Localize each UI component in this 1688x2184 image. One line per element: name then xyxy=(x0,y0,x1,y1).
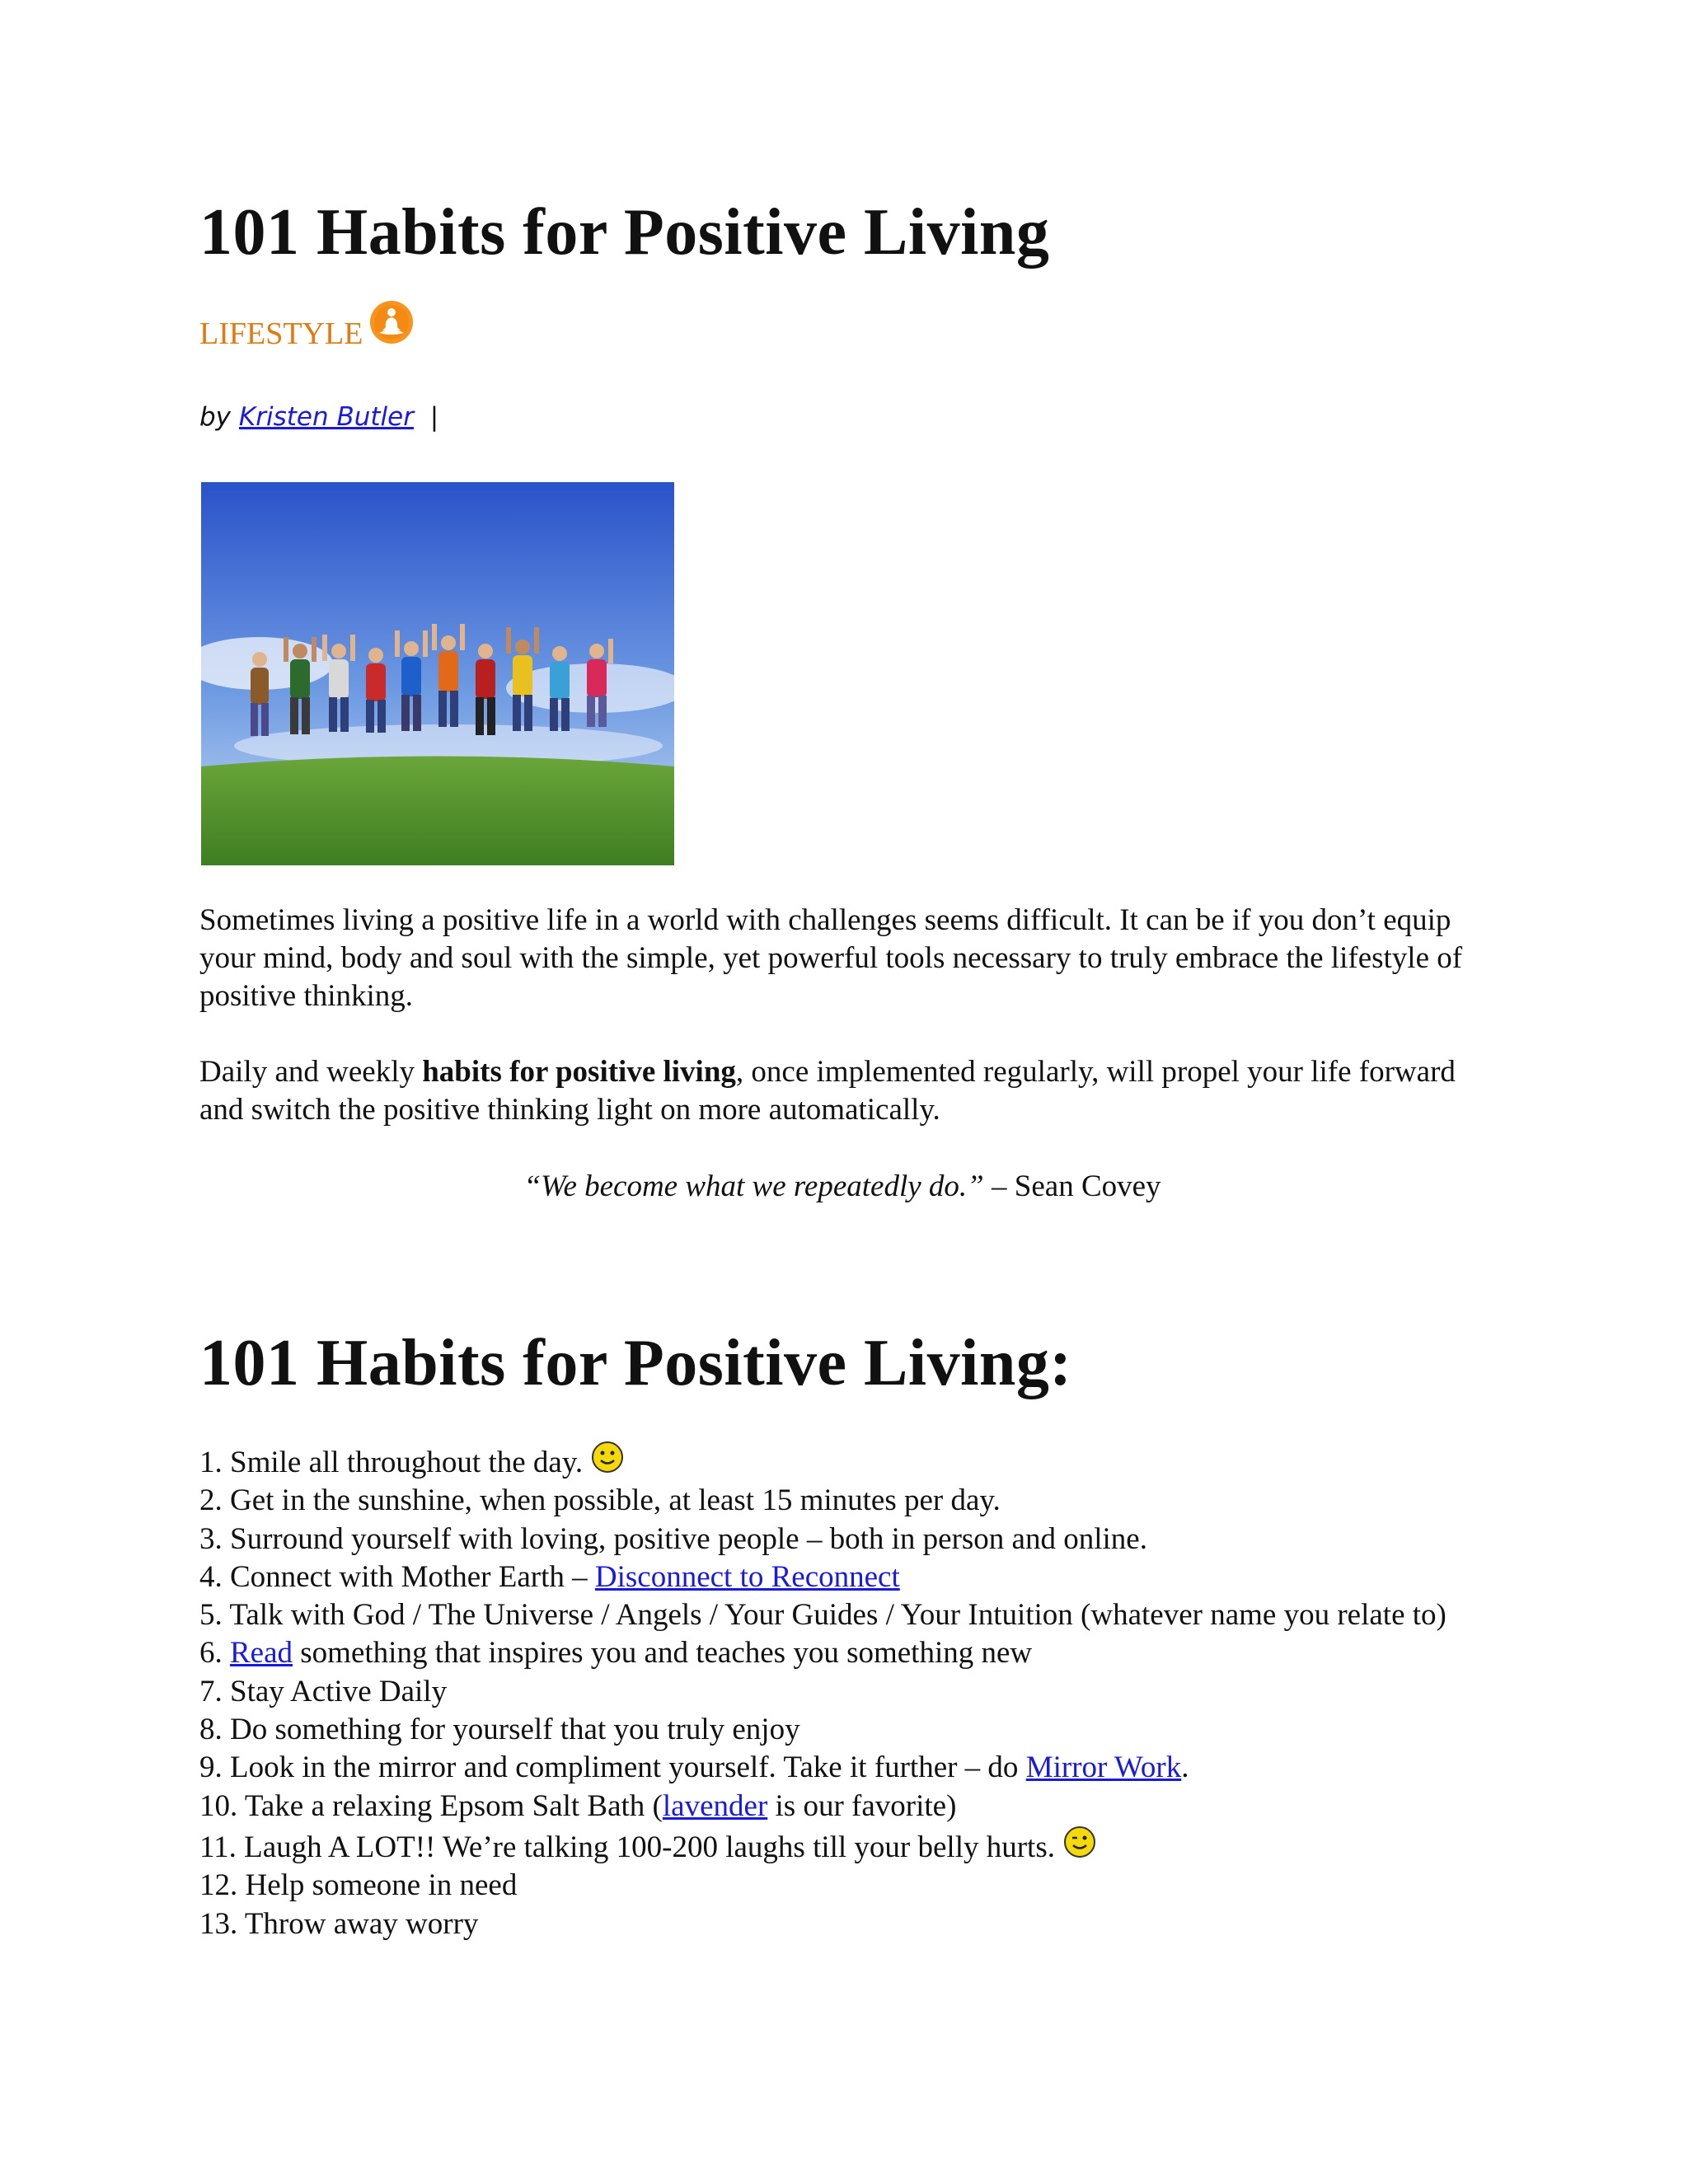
quote-text: “We become what we repeatedly do.” xyxy=(523,1169,984,1203)
mirror-work-link[interactable]: Mirror Work xyxy=(1025,1750,1182,1785)
list-item-text: 5. Talk with God / The Universe / Angels / Your Guides / Your Intuition (whatever name you relate to) xyxy=(199,1598,1447,1633)
intro-paragraph-2 xyxy=(199,1053,1485,1129)
meditation-icon xyxy=(369,300,414,344)
list-item xyxy=(199,1905,1485,1943)
smiley-icon xyxy=(591,1441,624,1474)
list-item-text: 3. Surround yourself with loving, positive people – both in person and online. xyxy=(199,1521,1147,1556)
lavender-link[interactable]: lavender xyxy=(662,1788,768,1823)
category-text: LIFESTYLE xyxy=(199,316,363,351)
byline-prefix: by xyxy=(199,402,232,432)
list-item xyxy=(199,1867,1485,1905)
intro-p2-before: Daily and weekly xyxy=(199,1055,423,1089)
list-item-text: 11. Laugh A LOT!! We’re talking 100-200 laughs till your belly hurts. xyxy=(199,1830,1055,1864)
article-title: 101 Habits for Positive Living xyxy=(199,196,1050,269)
list-item-text: . xyxy=(1181,1750,1189,1785)
list-item-text: 10. Take a relaxing Epsom Salt Bath ( xyxy=(199,1788,663,1823)
list-item-text: 7. Stay Active Daily xyxy=(199,1674,448,1708)
list-item xyxy=(199,1673,1485,1711)
list-item-text: 4. Connect with Mother Earth – xyxy=(199,1559,595,1594)
intro-p2-after: , once implemented regularly, will propel your life forward and switch the positive thinking light on more automatically. xyxy=(199,1055,1456,1127)
byline xyxy=(199,402,438,432)
list-item xyxy=(199,1521,1485,1558)
list-item-text: 13. Throw away worry xyxy=(199,1906,479,1941)
category-label[interactable] xyxy=(199,312,414,356)
list-item-text: 2. Get in the sunshine, when possible, at least 15 minutes per day. xyxy=(199,1483,1001,1518)
people-jumping-illustration xyxy=(201,482,674,865)
intro-paragraph-1: Sometimes living a positive life in a world with challenges seems difficult. It can be if you don’t equip your mind, body and soul with the simple, yet powerful tools necessary to truly embrace the lifestyle of positive thinking. xyxy=(199,903,1463,1013)
list-item xyxy=(199,1749,1485,1787)
habits-list xyxy=(199,1441,1485,1943)
disconnect-to-reconnect-link[interactable]: Disconnect to Reconnect xyxy=(594,1559,900,1594)
intro-p2-bold: habits for positive living xyxy=(422,1055,736,1089)
article-photo xyxy=(201,482,674,865)
list-item xyxy=(199,1482,1485,1520)
list-item-text: 6. xyxy=(199,1636,230,1671)
list-item-text: 9. Look in the mirror and compliment yourself. Take it further – do xyxy=(199,1750,1026,1785)
list-item-text: 1. Smile all throughout the day. xyxy=(199,1446,584,1479)
list-item xyxy=(199,1634,1485,1672)
list-item xyxy=(199,1711,1485,1749)
read-link[interactable]: Read xyxy=(230,1636,293,1671)
wink-smiley-icon xyxy=(1063,1825,1096,1858)
list-heading: 101 Habits for Positive Living: xyxy=(199,1327,1072,1399)
list-item xyxy=(199,1558,1485,1596)
list-item xyxy=(199,1825,1485,1867)
quote-attribution: – Sean Covey xyxy=(983,1169,1161,1203)
list-item-text: 8. Do something for yourself that you truly enjoy xyxy=(199,1713,800,1747)
list-item xyxy=(199,1788,1485,1825)
list-item xyxy=(199,1596,1485,1634)
list-item-text: is our favorite) xyxy=(767,1788,957,1823)
list-item-text: 12. Help someone in need xyxy=(199,1868,518,1903)
list-item xyxy=(199,1441,1485,1482)
byline-separator: | xyxy=(429,402,439,432)
quote xyxy=(199,1169,1485,1204)
author-link[interactable]: Kristen Butler xyxy=(238,402,414,432)
list-item-text: something that inspires you and teaches you something new xyxy=(293,1636,1033,1671)
